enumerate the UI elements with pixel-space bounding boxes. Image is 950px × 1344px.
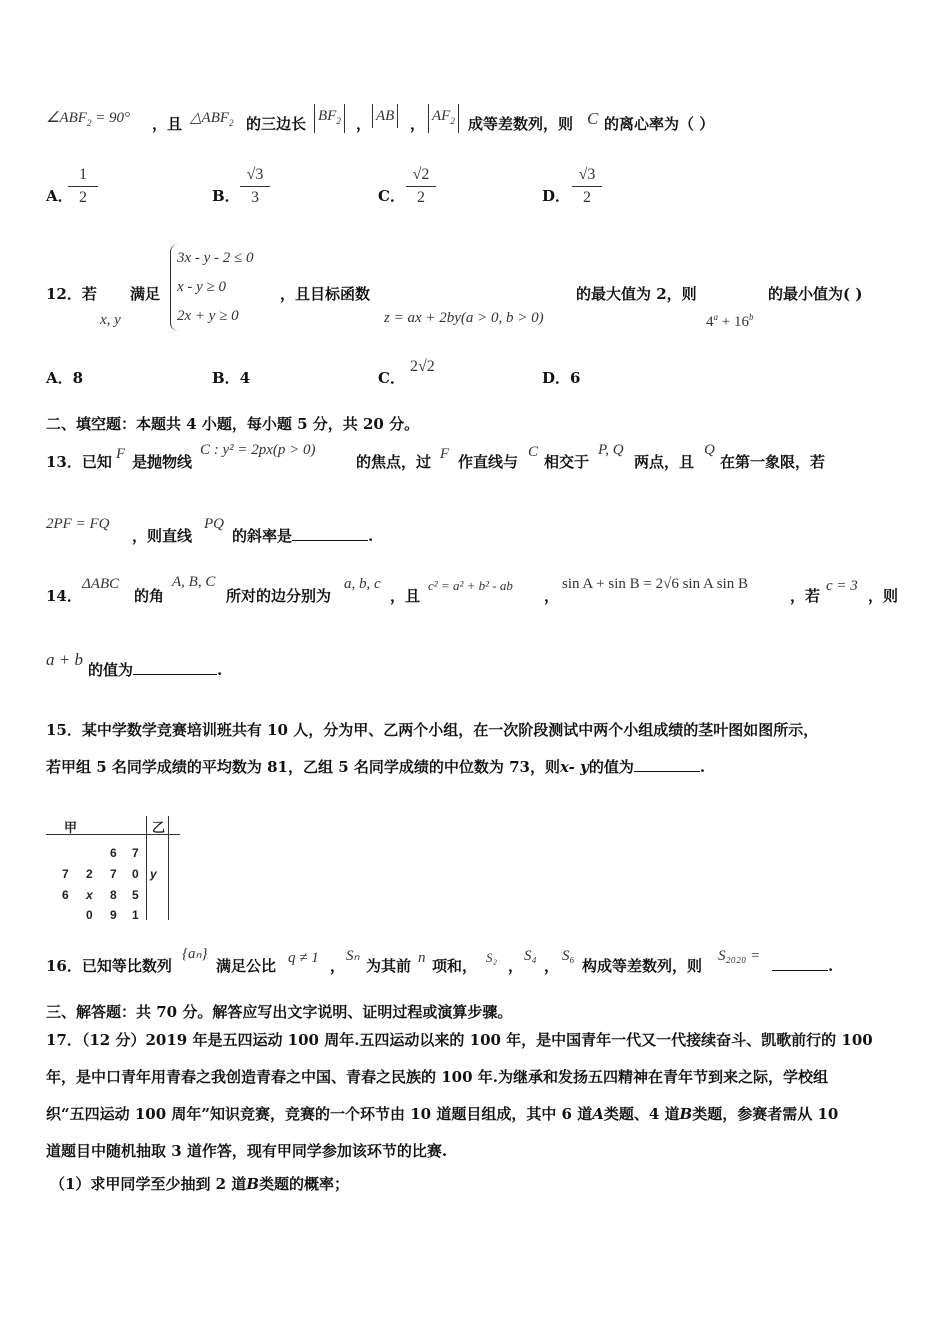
leaf-left: 0 — [86, 908, 93, 922]
option-a: A．8 — [46, 369, 84, 387]
leaf-right: 7 — [132, 846, 139, 860]
abs-af2: $AF_2$ — [428, 104, 459, 133]
option-c-fraction: $\frac{√2}{2}$ — [406, 166, 436, 207]
q13-answer: 的斜率是 . — [232, 527, 374, 545]
answer-blank[interactable] — [772, 956, 828, 971]
leaf-right: y — [150, 867, 157, 881]
option-c-label: C． — [378, 187, 405, 205]
group-jia-header: 甲 — [64, 820, 78, 835]
stem-value: 7 — [110, 867, 117, 881]
question-15: 15．某中学数学竞赛培训班共有 10 人，分为甲、乙两个小组，在一次阶段测试中两个小组成绩的茎叶图如图所示， 若甲组 5 名同学成绩的平均数为 81，乙组 5 名同学成绩的中位数为 73，则x- y的值为 . — [46, 712, 910, 786]
sine-equation: sin A + sin B = 2√6 sin A sin B — [562, 576, 749, 592]
answer-blank[interactable] — [133, 660, 217, 675]
section-3-heading: 三、解答题：共 70 分。解答应写出文字说明、证明过程或演算步骤。 — [46, 1003, 513, 1021]
q14-answer: 的值为 . — [88, 661, 223, 679]
abs-ab: AB — [372, 104, 398, 128]
answer-blank[interactable] — [292, 526, 368, 541]
leaf-left: 2 — [86, 867, 93, 881]
leaf-right: 5 — [132, 888, 139, 902]
target-expression: $4^a + 16^b$ — [706, 312, 754, 330]
q17-subquestion-1: （1）求甲同学至少抽到 2 道B类题的概率； — [50, 1175, 350, 1193]
abs-bf2: $BF_2$ — [314, 104, 345, 133]
option-d-label: D． — [542, 187, 571, 205]
option-b: B．4 — [212, 369, 251, 387]
q16-answer: . — [772, 956, 833, 976]
objective-function: z = ax + 2by(a > 0, b > 0) — [384, 310, 544, 326]
option-a-label: A． — [46, 187, 73, 205]
option-a-fraction: $\frac{1}{2}$ — [68, 166, 98, 207]
stem-value: 9 — [110, 908, 117, 922]
sequence-an: {aₙ} — [182, 946, 208, 962]
parabola-formula: C : y² = 2px(p > 0) — [200, 442, 316, 458]
option-d: D．6 — [542, 369, 581, 387]
angle-formula: $\angle ABF_2 = 90^\circ$ — [46, 110, 131, 128]
constraint-system: 3x - y - 2 ≤ 0 x - y ≥ 0 2x + y ≥ 0 — [170, 244, 254, 331]
leaf-right: 0 — [132, 867, 139, 881]
leaf-left: 7 — [62, 867, 69, 881]
stem-value: 6 — [110, 846, 117, 860]
leaf-left: 6 — [62, 888, 69, 902]
stem-leaf-plot — [46, 812, 180, 922]
triangle-formula: $\triangle ABF_2$ — [190, 110, 234, 128]
leaf-right: 1 — [132, 908, 139, 922]
option-d-fraction: $\frac{√3}{2}$ — [572, 166, 602, 207]
section-2-heading: 二、填空题：本题共 4 小题，每小题 5 分，共 20 分。 — [46, 415, 420, 433]
option-b-label: B． — [212, 187, 240, 205]
question-17: 17．（12 分）2019 年是五四运动 100 周年.五四运动以来的 100 年，是中国青年一代又一代接续奋斗、凯歌前行的 100 年，是中口青年用青春之我创造青春之中国、青春之民族的 100 年.为继承和发扬五四精神在青年节到来之际，学校组 织“五四运动 100 周年”知识竞赛，竞赛的一个环节由 10 道题目组成，其中 6 道A类题、4 道B类题，参赛者需从 10 道题目中随机抽取 3 道作答，现有甲同学参加该环节的比赛. — [46, 1022, 910, 1170]
leaf-left: x — [86, 888, 93, 902]
option-c-value: 2√2 — [410, 358, 435, 375]
q15-line2: 若甲组 5 名同学成绩的平均数为 81，乙组 5 名同学成绩的中位数为 73，则x- y的值为 . — [46, 758, 706, 776]
answer-blank[interactable] — [634, 757, 700, 772]
option-b-fraction: $\frac{√3}{3}$ — [240, 166, 270, 207]
stem-value: 8 — [110, 888, 117, 902]
group-yi-header: 乙 — [152, 820, 166, 835]
q17-line3: 织“五四运动 100 周年”知识竞赛，竞赛的一个环节由 10 道题目组成，其中 6 道A类题、4 道B类题，参赛者需从 10 — [46, 1105, 839, 1123]
option-c-label: C． — [378, 369, 405, 387]
